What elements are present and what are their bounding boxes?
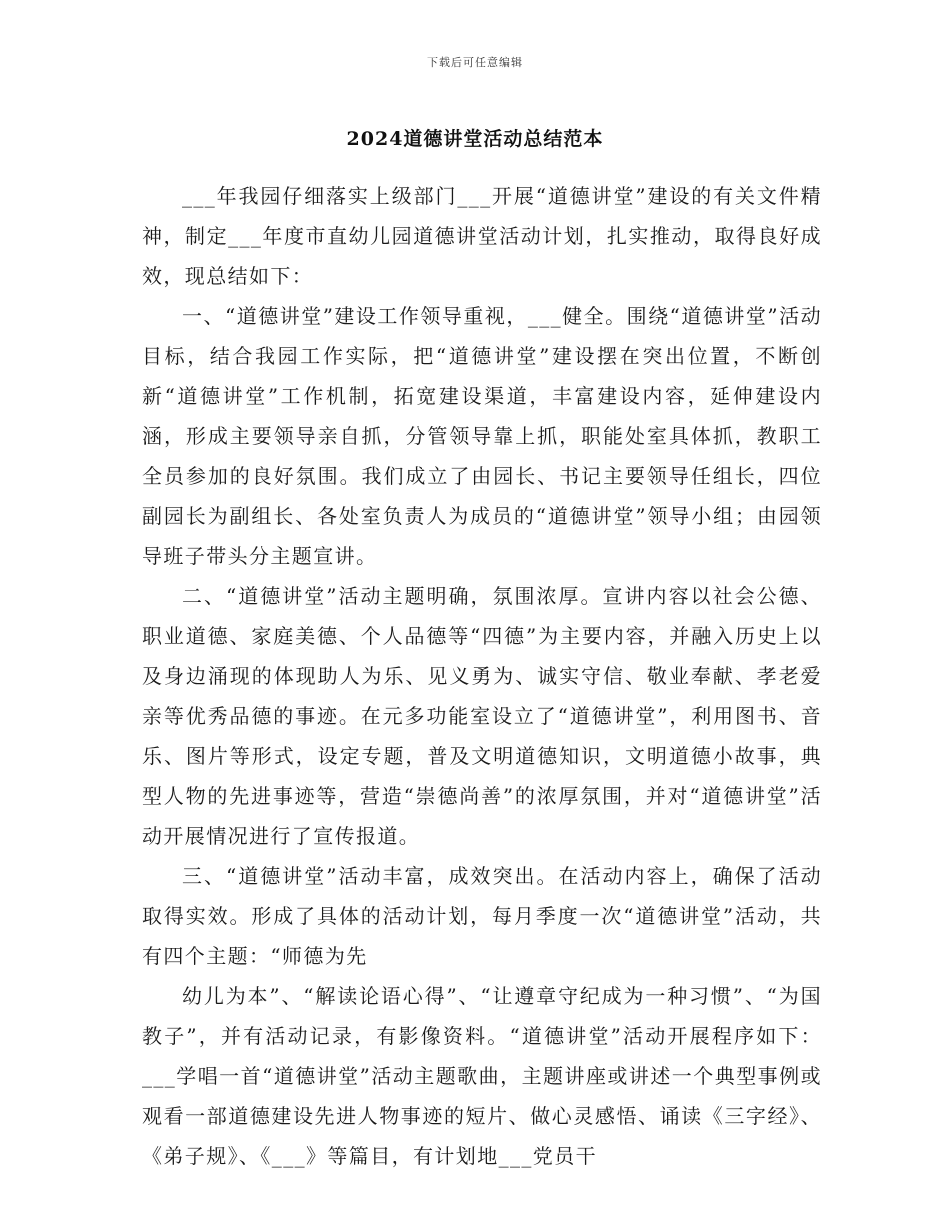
paragraph-section-2: 二、“道德讲堂”活动主题明确，氛围浓厚。宣讲内容以社会公德、职业道德、家庭美德、个人品德等“四德”为主要内容，并融入历史上以及身边涌现的体现助人为乐、见义勇为、诚实守信、敬业奉献、孝老爱亲等优秀品德的事迹。在元多功能室设立了“道德讲堂”，利用图书、音乐、图片等形式，设定专题，普及文明道德知识，文明道德小故事，典型人物的先进事迹等，营造“崇德尚善”的浓厚氛围，并对“道德讲堂”活动开展情况进行了宣传报道。 — [142, 584, 822, 848]
paragraph-section-1: 一、“道德讲堂”建设工作领导重视，___健全。围绕“道德讲堂”活动目标，结合我园工作实际，把“道德讲堂”建设摆在突出位置，不断创新“道德讲堂”工作机制，拓宽建设渠道，丰富建设内容，延伸建设内涵，形成主要领导亲自抓，分管领导靠上抓，职能处室具体抓，教职工全员参加的良好氛围。我们成立了由园长、书记主要领导任组长，四位副园长为副组长、各处室负责人为成员的“道德讲堂”领导小组；由园领导班子带头分主题宣讲。 — [142, 304, 822, 568]
paragraph-section-3: 三、“道德讲堂”活动丰富，成效突出。在活动内容上，确保了活动取得实效。形成了具体的活动计划，每月季度一次“道德讲堂”活动，共有四个主题：“师德为先 — [142, 864, 822, 968]
header-note: 下载后可任意编辑 — [427, 56, 523, 69]
paragraph-intro: ___年我园仔细落实上级部门___开展“道德讲堂”建设的有关文件精神，制定___年度市直幼儿园道德讲堂活动计划，扎实推动，取得良好成效，现总结如下： — [142, 184, 822, 288]
document-title: 2024道德讲堂活动总结范本 — [346, 128, 604, 150]
paragraph-section-3-continued: 幼儿为本”、“解读论语心得”、“让遵章守纪成为一种习惯”、“为国教子”，并有活动记录，有影像资料。“道德讲堂”活动开展程序如下：___学唱一首“道德讲堂”活动主题歌曲，主题讲座或讲述一个典型事例或观看一部道德建设先进人物事迹的短片、做心灵感悟、诵读《三字经》、《弟子规》、《___》等篇目，有计划地___党员干 — [142, 984, 822, 1168]
document-body — [142, 176, 822, 1176]
